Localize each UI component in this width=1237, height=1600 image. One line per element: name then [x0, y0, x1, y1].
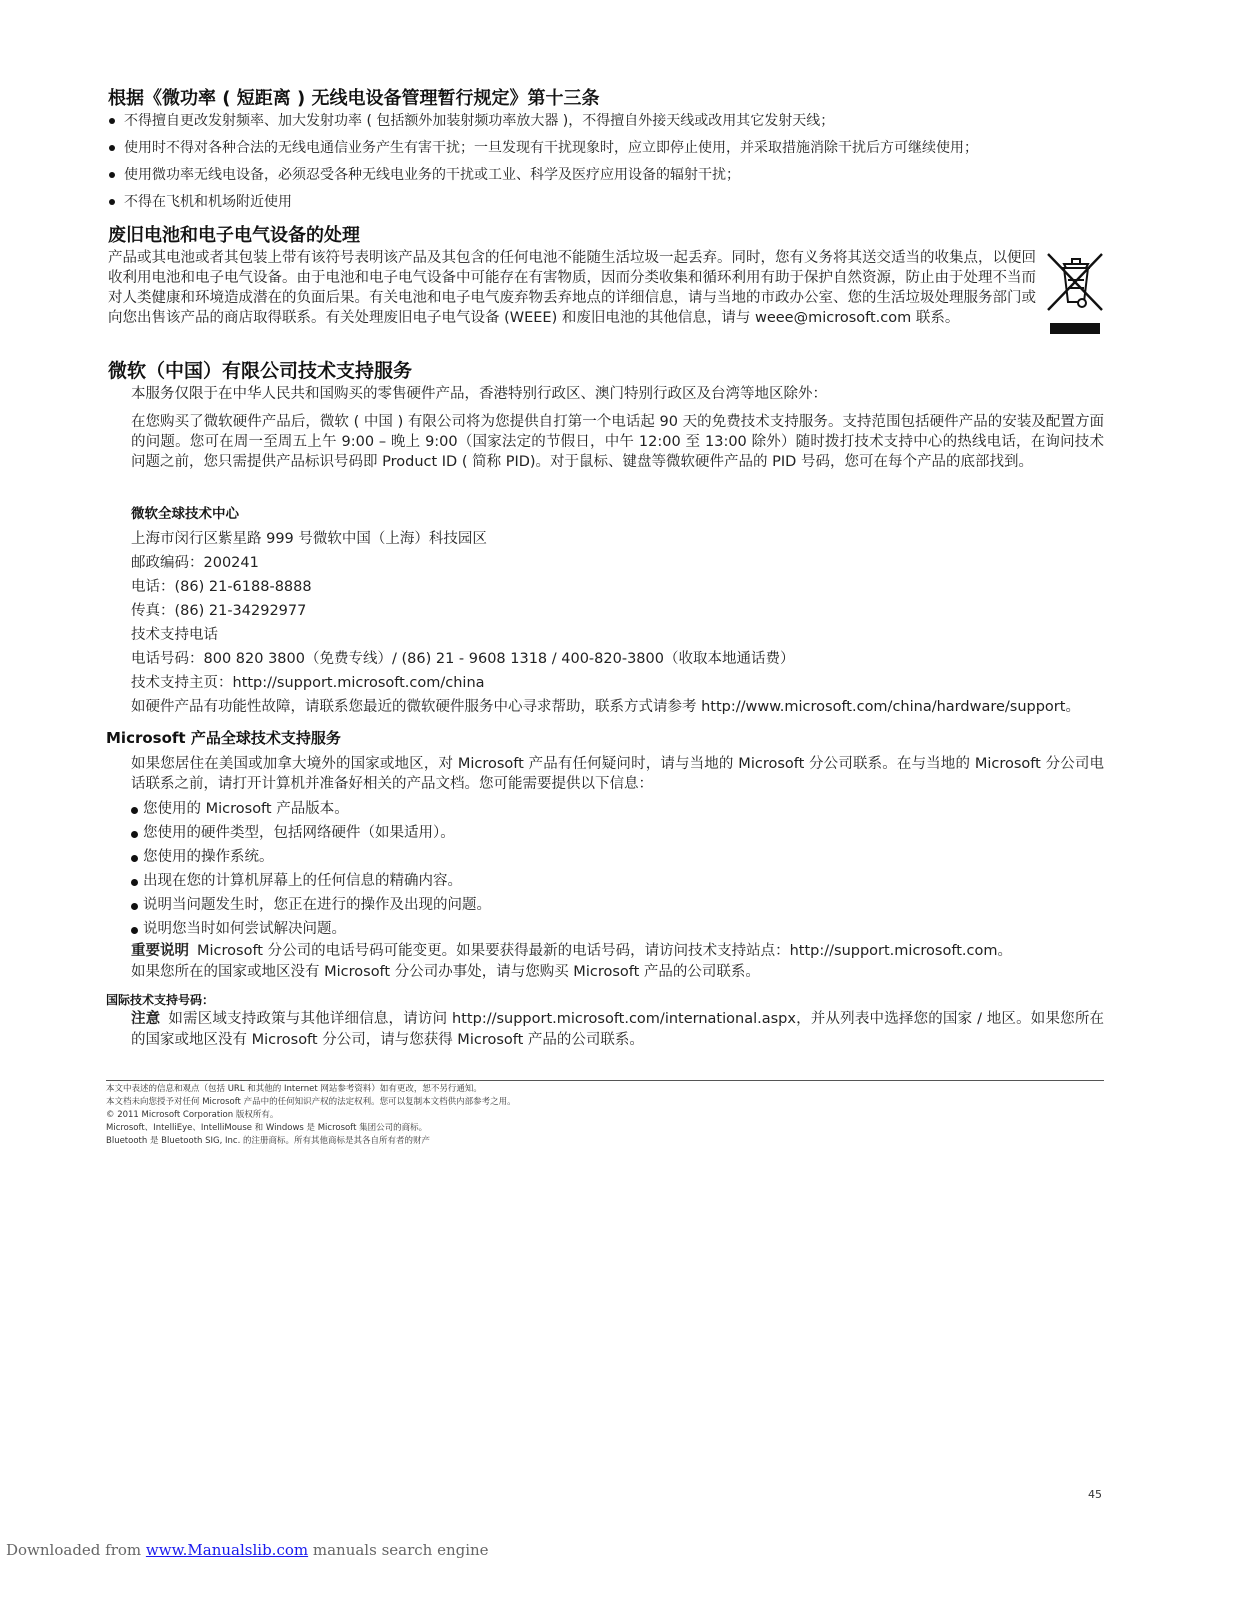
weee-title: 废旧电池和电子电气设备的处理	[108, 225, 360, 246]
legal-footer	[106, 1083, 516, 1148]
list-item: 说明当问题发生时，您正在进行的操作及出现的问题。	[131, 893, 1031, 917]
china-support-body: 在您购买了微软硬件产品后，微软 ( 中国 ) 有限公司将为您提供自打第一个电话起 90 天的免费技术支持服务。支持范围包括硬件产品的安装及配置方面的问题。您可在周一至周五上午 9:00 – 晚上 9:00（国家法定的节假日，中午 12:00 至 13:00 除外）随时拨打技术支持中心的热线电话，在询问技术问题之前，您只需提供产品标识号码即 Product ID ( 简称 PID)。对于鼠标、键盘等微软硬件产品的 PID 号码，您可在每个产品的底部找到。	[131, 414, 1104, 470]
phone: 电话：(86) 21-6188-8888	[131, 579, 312, 595]
intl-support-title: 国际技术支持号码：	[106, 993, 215, 1007]
global-support-intro: 如果您居住在美国或加拿大境外的国家或地区，对 Microsoft 产品有任何疑问时，请与当地的 Microsoft 分公司联系。在与当地的 Microsoft 分公司电话联系之前，请打开计算机并准备好相关的产品文档。您可能需要提供以下信息：	[131, 756, 1104, 792]
support-homepage: 技术支持主页：http://support.microsoft.com/china	[131, 675, 485, 691]
list-item: 说明您当时如何尝试解决问题。	[131, 917, 1031, 941]
crossed-out-wheelie-bin-icon	[1044, 250, 1106, 336]
important-note	[131, 941, 1111, 983]
page-number: 45	[1088, 1488, 1102, 1501]
china-support-scope: 本服务仅限于在中华人民共和国购买的零售硬件产品，香港特别行政区、澳门特别行政区及台湾等地区除外：	[131, 386, 827, 402]
legal-line: 本文档未向您授予对任何 Microsoft 产品中的任何知识产权的法定权利。您可以复制本文档供内部参考之用。	[106, 1097, 516, 1107]
download-suffix: manuals search engine	[308, 1541, 489, 1559]
list-item: 不得在飞机和机场附近使用	[108, 193, 1108, 211]
important-text: Microsoft 分公司的电话号码可能变更。如果要获得最新的电话号码，请访问技术支持站点：http://support.microsoft.com。	[197, 943, 1012, 959]
repair-info: 如硬件产品有功能性故障，请联系您最近的微软硬件服务中心寻求帮助，联系方式请参考 http://www.microsoft.com/china/hardware/support。	[131, 699, 1080, 715]
list-item: 出现在您的计算机屏幕上的任何信息的精确内容。	[131, 869, 1031, 893]
list-item: 您使用的操作系统。	[131, 845, 1031, 869]
address: 上海市闵行区紫星路 999 号微软中国（上海）科技园区	[131, 531, 487, 547]
list-item: 使用微功率无线电设备，必须忍受各种无线电业务的干扰或工业、科学及医疗应用设备的辐射干扰；	[108, 166, 1108, 184]
footer-divider	[106, 1080, 1104, 1081]
weee-body: 产品或其电池或者其包装上带有该符号表明该产品及其包含的任何电池不能随生活垃圾一起丢弃。同时，您有义务将其送交适当的收集点，以便回收利用电池和电子电气设备。由于电池和电子电气设备中可能存在有害物质，因而分类收集和循环利用有助于保护自然资源，防止由于处理不当而对人类健康和环境造成潜在的负面后果。有关电池和电子电气废弃物丢弃地点的详细信息，请与当地的市政办公室、您的生活垃圾处理服务部门或向您出售该产品的商店取得联系。有关处理废旧电子电气设备 (WEEE) 和废旧电池的其他信息，请与 weee@microsoft.com 联系。	[108, 250, 1036, 326]
manualslib-link[interactable]: www.Manualslib.com	[145, 1541, 309, 1559]
hotline-numbers: 电话号码：800 820 3800（免费专线）/ (86) 21 - 9608 1318 / 400-820-3800（收取本地通话费）	[131, 651, 795, 667]
important-label: 重要说明	[131, 943, 189, 959]
list-item: 使用时不得对各种合法的无线电通信业务产生有害干扰；一旦发现有干扰现象时，应立即停止使用，并采取措施消除干扰后方可继续使用；	[108, 139, 1108, 157]
regulation-list	[108, 112, 1108, 220]
download-prefix: Downloaded from	[6, 1541, 146, 1559]
china-support-title: 微软（中国）有限公司技术支持服务	[108, 360, 413, 382]
list-item: 您使用的硬件类型，包括网络硬件（如果适用）。	[131, 821, 1031, 845]
list-item: 您使用的 Microsoft 产品版本。	[131, 797, 1031, 821]
support-center-contacts	[131, 527, 1080, 719]
global-support-title: Microsoft 产品全球技术支持服务	[106, 729, 341, 747]
hotline-label: 技术支持电话	[131, 627, 218, 643]
list-item: 不得擅自更改发射频率、加大发射功率 ( 包括额外加装射频功率放大器 )，不得擅自外接天线或改用其它发射天线；	[108, 112, 1108, 130]
postcode: 邮政编码：200241	[131, 555, 259, 571]
legal-line: 本文中表述的信息和观点（包括 URL 和其他的 Internet 网站参考资料）如有更改，恕不另行通知。	[106, 1084, 482, 1094]
legal-line: Microsoft、IntelliEye、IntelliMouse 和 Windows 是 Microsoft 集团公司的商标。	[106, 1123, 428, 1133]
note-label: 注意	[131, 1011, 161, 1027]
download-banner	[6, 1541, 489, 1559]
legal-line: © 2011 Microsoft Corporation 版权所有。	[106, 1110, 279, 1120]
support-center-title: 微软全球技术中心	[131, 506, 239, 522]
fax: 传真：(86) 21-34292977	[131, 603, 307, 619]
intl-note	[131, 1009, 1104, 1051]
required-info-list	[131, 797, 1031, 941]
no-office-note: 如果您所在的国家或地区没有 Microsoft 分公司办事处，请与您购买 Microsoft 产品的公司联系。	[131, 964, 760, 980]
legal-line: Bluetooth 是 Bluetooth SIG, Inc. 的注册商标。所有其他商标是其各自所有者的财产	[106, 1136, 430, 1146]
note-text: 如需区域支持政策与其他详细信息，请访问 http://support.microsoft.com/international.aspx，并从列表中选择您的国家 / 地区。如果您所在的国家或地区没有 Microsoft 分公司，请与您获得 Microsoft 产品的公司联系。	[131, 1011, 1104, 1048]
regulation-title: 根据《微功率 ( 短距离 ) 无线电设备管理暂行规定》第十三条	[108, 88, 600, 109]
